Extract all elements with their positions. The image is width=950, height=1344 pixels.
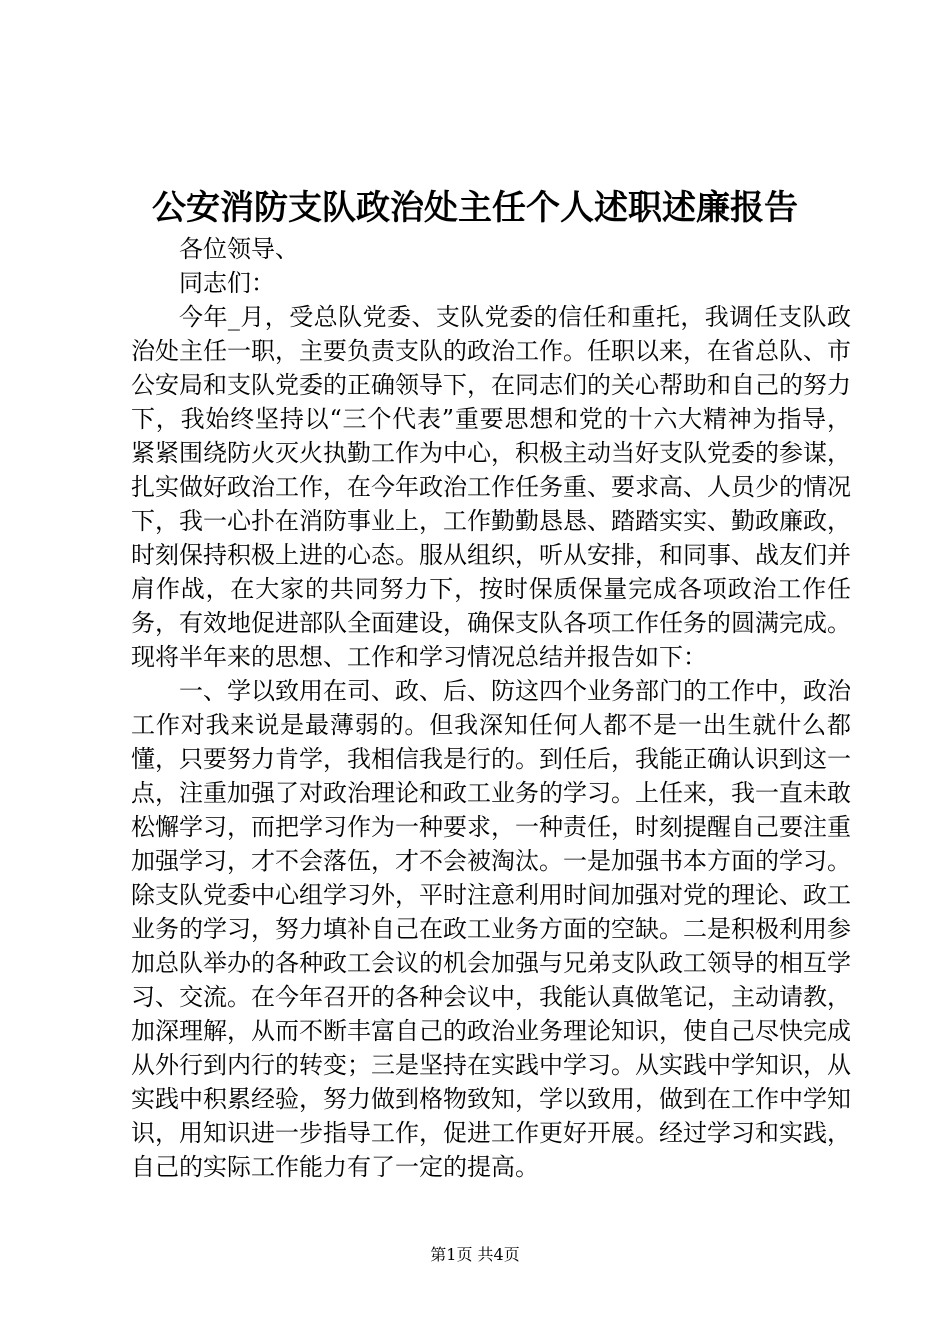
document-body <box>131 232 851 1184</box>
page-footer: 第1页 共4页 <box>430 1245 520 1264</box>
paragraph-section-one: 一、学以致用在司、政、后、防这四个业务部门的工作中，政治工作对我来说是最薄弱的。但我深知任何人都不是一出生就什么都懂，只要努力肯学，我相信我是行的。到任后，我能正确认识到这一点，注重加强了对政治理论和政工业务的学习。上任来，我一直未敢松懈学习，而把学习作为一种要求，一种责任，时刻提醒自己要注重加强学习，才不会落伍，才不会被淘汰。一是加强书本方面的学习。除支队党委中心组学习外，平时注意利用时间加强对党的理论、政工业务的学习，努力填补自己在政工业务方面的空缺。二是积极利用参加总队举办的各种政工会议的机会加强与兄弟支队政工领导的相互学习、交流。在今年召开的各种会议中，我能认真做笔记，主动请教，加深理解，从而不断丰富自己的政治业务理论知识，使自己尽快完成从外行到内行的转变；三是坚持在实践中学习。从实践中学知识，从实践中积累经验，努力做到格物致知，学以致用，做到在工作中学知识，用知识进一步指导工作，促进工作更好开展。经过学习和实践，自己的实际工作能力有了一定的提高。 <box>131 677 851 1181</box>
salutation-line-1: 各位领导、 <box>179 235 299 263</box>
paragraph-intro: 今年_月，受总队党委、支队党委的信任和重托，我调任支队政治处主任一职，主要负责支队的政治工作。任职以来，在省总队、市公安局和支队党委的正确领导下，在同志们的关心帮助和自己的努力下，我始终坚持以“三个代表”重要思想和党的十六大精神为指导，紧紧围绕防火灭火执勤工作为中心，积极主动当好支队党委的参谋，扎实做好政治工作，在今年政治工作任务重、要求高、人员少的情况下，我一心扑在消防事业上，工作勤勤恳恳、踏踏实实、勤政廉政，时刻保持积极上进的心态。服从组织，听从安排，和同事、战友们并肩作战，在大家的共同努力下，按时保质保量完成各项政治工作任务，有效地促进部队全面建设，确保支队各项工作任务的圆满完成。现将半年来的思想、工作和学习情况总结并报告如下： <box>131 303 851 671</box>
salutation-line-2: 同志们： <box>179 269 275 297</box>
document-title: 公安消防支队政治处主任个人述职述廉报告 <box>152 188 798 228</box>
